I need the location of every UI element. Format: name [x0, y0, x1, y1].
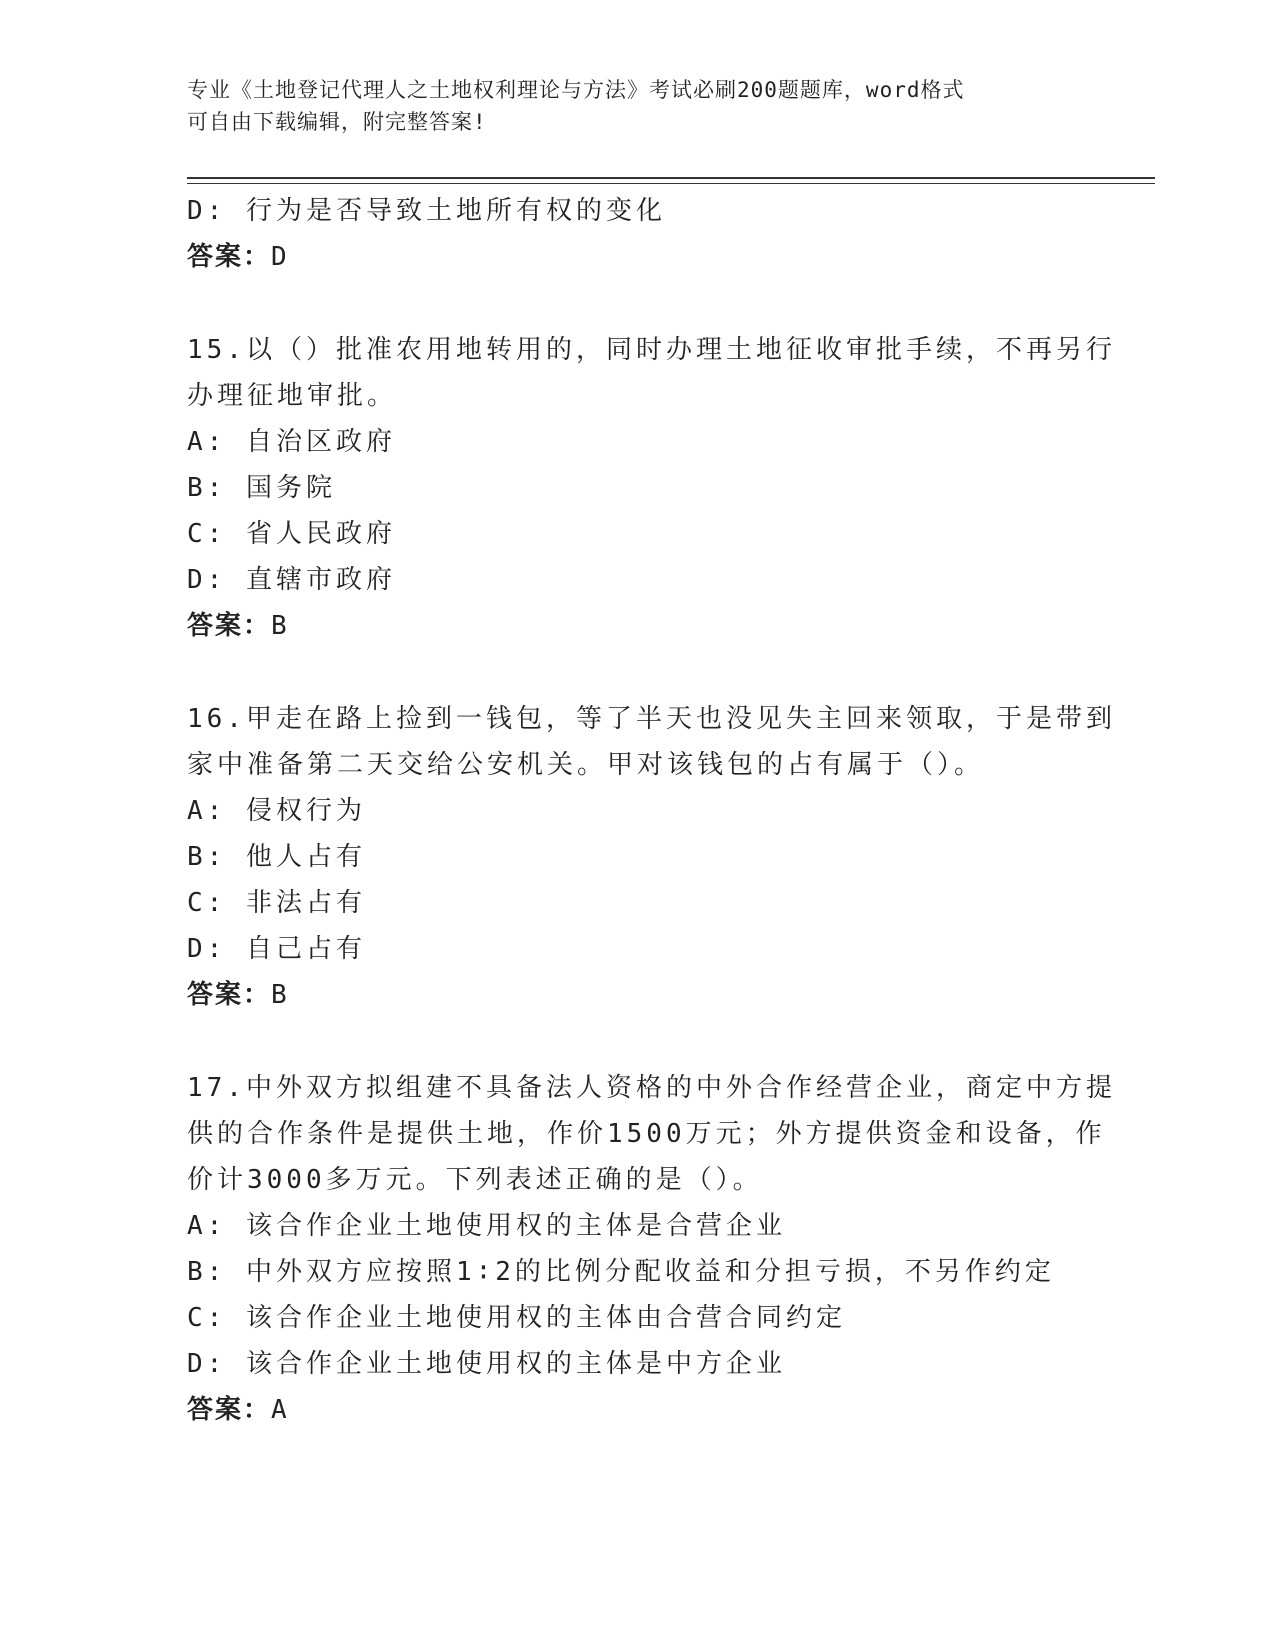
answer-label: 答案： [187, 242, 272, 272]
question-15 [187, 327, 1116, 649]
answer-line [187, 972, 1087, 1018]
document-header [187, 74, 1067, 138]
question-gap [187, 649, 1087, 696]
option-d: D: 行为是否导致土地所有权的变化 [187, 196, 666, 226]
option-d: D: 该合作企业土地使用权的主体是中方企业 [187, 1349, 786, 1379]
option-c: C: 省人民政府 [187, 519, 396, 549]
question-stem-line: 17.中外双方拟组建不具备法人资格的中外合作经营企业，商定中方提 [187, 1073, 1116, 1103]
header-line-2: 可自由下载编辑，附完整答案! [187, 110, 487, 134]
option-b: B: 中外双方应按照1∶2的比例分配收益和分担亏损，不另作约定 [187, 1257, 1055, 1287]
answer-line [187, 603, 1087, 649]
answer-label: 答案： [187, 1395, 272, 1425]
question-gap [187, 1018, 1087, 1065]
answer-label: 答案： [187, 980, 272, 1010]
option-b: B: 国务院 [187, 473, 336, 503]
answer-value: B [271, 611, 289, 641]
option-d: D: 直辖市政府 [187, 565, 396, 595]
answer-line [187, 1387, 1087, 1433]
option-d: D: 自己占有 [187, 934, 366, 964]
option-a: A: 自治区政府 [187, 427, 396, 457]
answer-value: A [271, 1395, 289, 1425]
question-gap [187, 280, 1087, 327]
answer-value: B [271, 980, 289, 1010]
question-stem-line: 办理征地审批。 [187, 381, 398, 411]
option-a: A: 侵权行为 [187, 796, 366, 826]
question-list [187, 188, 1116, 1433]
question-stem-line: 供的合作条件是提供土地，作价1500万元；外方提供资金和设备，作 [187, 1119, 1106, 1149]
answer-line [187, 234, 1087, 280]
option-c: C: 该合作企业土地使用权的主体由合营合同约定 [187, 1303, 846, 1333]
question-stem-line: 15.以（）批准农用地转用的，同时办理土地征收审批手续，不再另行 [187, 335, 1116, 365]
header-rule-thick [187, 177, 1155, 179]
question-stem-line: 价计3000多万元。下列表述正确的是（）。 [187, 1165, 763, 1195]
question-stem-line: 16.甲走在路上捡到一钱包，等了半天也没见失主回来领取，于是带到 [187, 704, 1116, 734]
answer-value: D [271, 242, 289, 272]
answer-label: 答案： [187, 611, 272, 641]
header-rule-thin [187, 183, 1155, 184]
question-stem-line: 家中准备第二天交给公安机关。甲对该钱包的占有属于（）。 [187, 750, 985, 780]
question-17 [187, 1065, 1116, 1433]
header-line-1: 专业《土地登记代理人之土地权利理论与方法》考试必刷200题题库，word格式 [187, 78, 965, 102]
option-a: A: 该合作企业土地使用权的主体是合营企业 [187, 1211, 786, 1241]
option-c: C: 非法占有 [187, 888, 366, 918]
option-b: B: 他人占有 [187, 842, 366, 872]
question-16 [187, 696, 1116, 1018]
